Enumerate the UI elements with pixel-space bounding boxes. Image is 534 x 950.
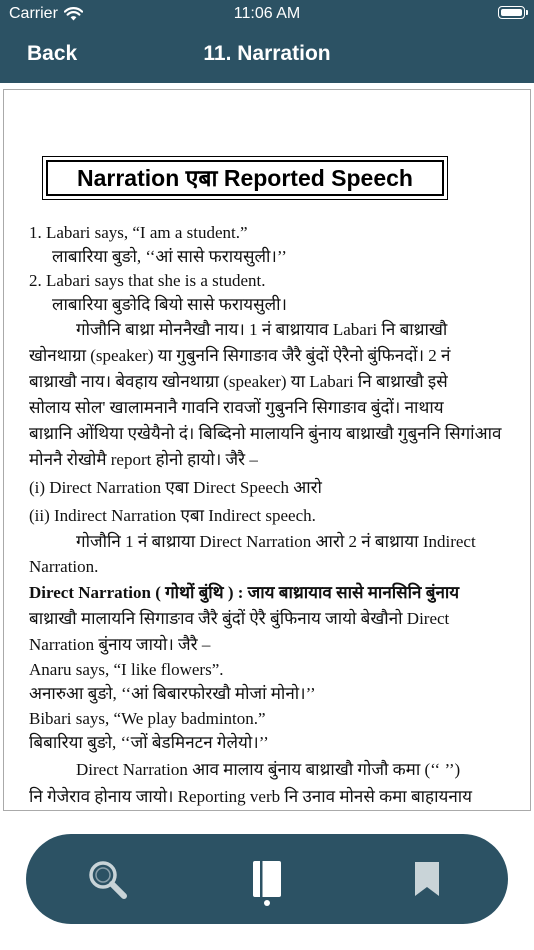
tab-bookmark[interactable] xyxy=(402,854,452,904)
back-button[interactable]: Back xyxy=(27,42,78,65)
text-line: खोनथाग्रा (speaker) या गुबुननि सिगाङाव जैरै बुंदों ऐरैनो बुंफिनदों। 2 नं xyxy=(29,346,451,365)
status-bar xyxy=(0,0,534,28)
text-line: गोजौनि बाथ्रा मोननैखौ नाय। 1 नं बाथ्रायाव Labari नि बाथ्राखौ xyxy=(76,320,448,339)
text-line: 2. Labari says that she is a student. xyxy=(29,271,266,290)
bookmark-icon xyxy=(414,861,440,897)
text-line: 1. Labari says, “I am a student.” xyxy=(29,223,248,242)
tab-bar xyxy=(26,834,508,924)
text-line: Narration. xyxy=(29,557,99,576)
text-line: Bibari says, “We play badminton.” xyxy=(29,709,266,728)
text-line: (i) Direct Narration एबा Direct Speech आरो xyxy=(29,478,322,497)
text-line: Narration बुंनाय जायो। जैरै – xyxy=(29,635,211,654)
page-title: 11. Narration xyxy=(203,42,331,65)
text-line: (ii) Indirect Narration एबा Indirect speech. xyxy=(29,506,316,525)
text-line: बाथ्रानि ओंथिया एखेयैनो दं। बिब्दिनो मालायनि बुंनाय बाथ्राखौ गुबुननि सिगांआव xyxy=(29,424,502,443)
status-time: 11:06 AM xyxy=(233,5,301,22)
tab-search[interactable] xyxy=(82,854,132,904)
text-line: गोजौनि 1 नं बाथ्राया Direct Narration आरो 2 नं बाथ्राया Indirect xyxy=(76,532,476,551)
tab-book[interactable] xyxy=(242,854,292,904)
carrier-label: Carrier xyxy=(9,5,58,22)
book-icon xyxy=(252,860,282,898)
text-line: सोलाय सोल' खालामनानै गावनि रावजों गुबुननि सिगाङाव बुंदों। नाथाय xyxy=(29,398,444,417)
battery-icon xyxy=(498,6,525,19)
navigation-bar xyxy=(0,0,534,83)
search-icon xyxy=(85,857,129,901)
text-line: Direct Narration आव मालाय बुंनाय बाथ्राखौ गोजौ कमा (‘‘ ’’) xyxy=(76,760,461,779)
text-line: बाथ्राखौ मालायनि सिगाङाव जैरै बुंदों ऐरै बुंफिनाय जायो बेखौनो Direct xyxy=(29,609,450,628)
text-line: लाबारिया बुङोदि बियो सासे फरायसुली। xyxy=(52,295,287,314)
text-line: Direct Narration ( गोथों बुंथि ) : जाय बाथ्रायाव सासे मानसिनि बुंनाय xyxy=(29,583,460,602)
text-line: Anaru says, “I like flowers”. xyxy=(29,660,224,679)
selected-tab-indicator xyxy=(264,900,270,906)
text-line: मोननै रोखोमै report होनो हायो। जैरै – xyxy=(29,450,258,469)
document-heading: Narration एबा Reported Speech xyxy=(46,160,444,196)
text-line: बिबारिया बुङो, ‘‘जों बेडमिनटन गेलेयो।’’ xyxy=(29,733,269,752)
text-line: बाथ्राखौ नाय। बेवहाय खोनथाग्रा (speaker) या Labari नि बाथ्राखौ इसे xyxy=(29,372,448,391)
document-page[interactable] xyxy=(3,89,531,811)
text-line: लाबारिया बुङो, ‘‘आं सासे फरायसुली।’’ xyxy=(52,247,287,266)
text-line: नि गेजेराव होनाय जायो। Reporting verb नि उनाव मोनसे कमा बाहायनाय xyxy=(29,787,473,806)
text-line: अनारुआ बुङो, ‘‘आं बिबारफोरखौ मोजां मोनो।’’ xyxy=(29,684,316,703)
